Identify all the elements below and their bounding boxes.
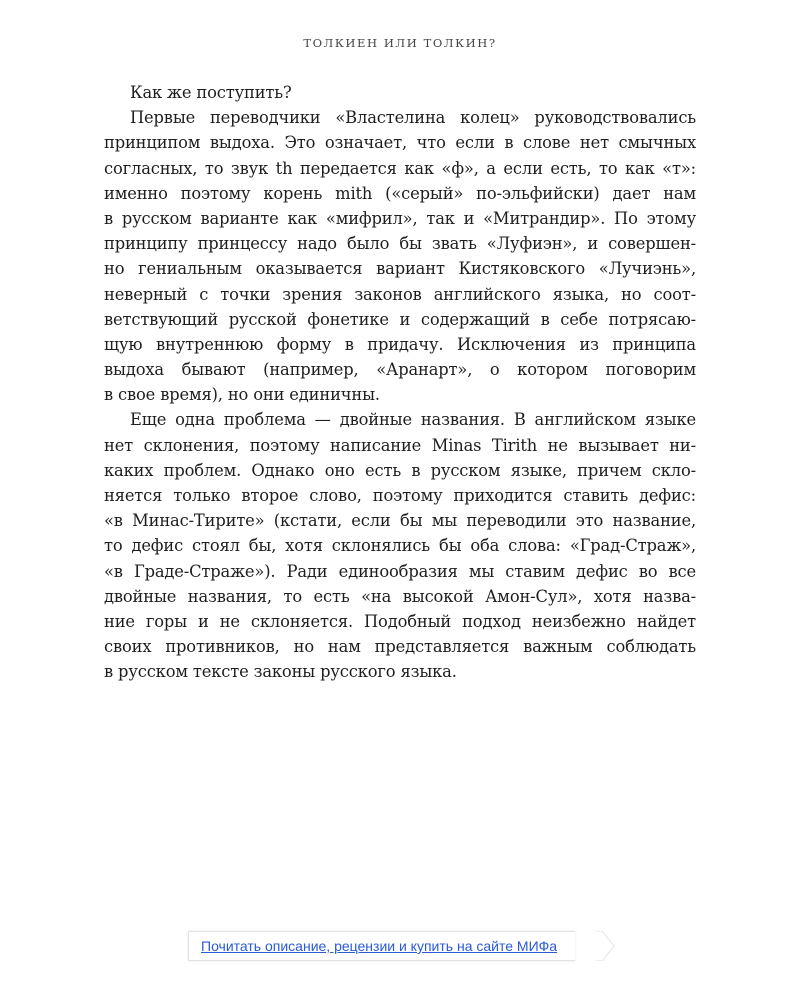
text-line: Еще одна проблема — двойные названия. В английском языке [130, 410, 696, 430]
text-line: ветствующий русской фонетике и содержащий в себе потрясаю- [104, 309, 696, 329]
text-line: двойные названия, то есть «на высокой Амон-Сул», хотя назва- [104, 586, 696, 606]
text-line: в русском варианте как «мифрил», так и «Митрандир». По этому [104, 208, 696, 228]
text-line: Как же поступить? [130, 83, 292, 102]
text-line: в русском тексте законы русского языка. [104, 662, 457, 682]
mif-store-link[interactable]: Почитать описание, рецензии и купить на сайте МИФа [188, 931, 575, 961]
text-line: в свое время), но они единичны. [104, 385, 380, 405]
text-line: выдоха бывают (например, «Аранарт», о котором поговорим [104, 360, 696, 380]
text-line: Первые переводчики «Властелина колец» руководствовались [130, 108, 696, 128]
text-line: согласных, то звук th передается как «ф», а если есть, то как «т»: [104, 158, 696, 178]
text-line: ние горы и не склоняется. Подобный подход неизбежно найдет [104, 611, 696, 631]
text-line: именно поэтому корень mith («серый» по-эльфийски) дает нам [104, 183, 696, 203]
text-line: щую внутреннюю форму в придачу. Исключения из принципа [104, 334, 696, 354]
text-line: няется только второе слово, поэтому приходится ставить дефис: [104, 486, 696, 505]
text-line: «в Минас-Тирите» (кстати, если бы мы переводили это название, [104, 511, 696, 531]
link-arrow-tab-icon[interactable] [596, 931, 616, 961]
text-line: но гениальным оказывается вариант Кистяковского «Лучиэнь», [104, 259, 696, 279]
text-line: то дефис стоял бы, хотя склонялись бы оба слова: «Град-Страж», [104, 536, 696, 556]
text-line: нет склонения, поэтому написание Minas Tirith не вызывает ни- [104, 435, 696, 455]
text-line: своих противников, но нам представляется важным соблюдать [104, 637, 696, 657]
text-body [104, 80, 696, 685]
text-line: «в Граде-Страже»). Ради единообразия мы ставим дефис во все [104, 561, 696, 581]
text-line: неверный с точки зрения законов английского языка, но соот- [104, 284, 696, 304]
running-head: ТОЛКИЕН ИЛИ ТОЛКИН? [303, 36, 497, 50]
text-line: принципом выдоха. Это означает, что если в слове нет смычных [104, 133, 696, 153]
text-line: каких проблем. Однако оно есть в русском языке, причем скло- [104, 460, 696, 480]
text-line: принципу принцессу надо было бы звать «Луфиэн», и совершен- [104, 234, 696, 254]
